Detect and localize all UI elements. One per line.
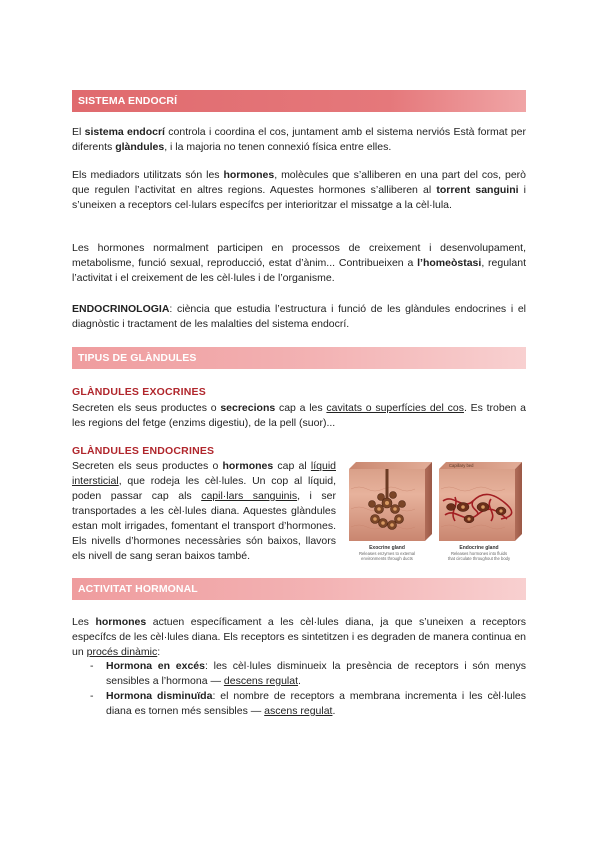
paragraph-mediadors: Els mediadors utilitzats són les hormones, molècules que s’alliberen en una part del cos, però que regulen l’activitat en altres regions. Aquestes hormones s’alliberen al torrent sanguini i s’uneixen a receptors cel·lulars específcs per interioritzar el missatge a la cèl·lula. <box>72 169 527 211</box>
endocrine-caption-title: Endocrine gland <box>459 545 499 551</box>
endocrine-gland-illustration <box>439 462 522 541</box>
capillary-bed-label: Capillary bed <box>449 463 474 468</box>
list-dash: - <box>90 690 94 702</box>
heading-glandules-endocrines: GLÀNDULES ENDOCRINES <box>72 445 215 457</box>
paragraph-endocrines: Secreten els seus productes o hormones cap al líquid intersticial, que rodeja les cèl·lules. Un cop al líquid, poden passar cap als capil·lars sanguinis, i ser transportades a les cèl·lules diana. Aquestes glàndules estan molt irrigades, fomentant el transport d’hormones. Els nivells d’hormones necessàries són baixos, llavors els nivell de sang seran baixos també. <box>72 460 337 562</box>
section-header-tipus-glandules: TIPUS DE GLÀNDULES <box>72 347 526 369</box>
section-header-sistema-endocri: SISTEMA ENDOCRÍ <box>72 90 526 112</box>
paragraph-intro: El sistema endocrí controla i coordina el cos, juntament amb el sistema nerviós Està format per diferents glàndules, i la majoria no tenen connexió física entre elles. <box>72 126 526 153</box>
endocrine-caption-line2: that circulate throughout the body <box>447 556 511 561</box>
list-dash: - <box>90 660 94 672</box>
paragraph-funcions: Les hormones normalment participen en processos de creixement i desenvolupament, metabolisme, funció sexual, reproducció, estat d’ànim... Contribueixen a l’homeòstasi, regulant l’activitat i el creixement de les cèl·lules i de l’organisme. <box>72 242 526 284</box>
gland-comparison-figure <box>345 459 527 575</box>
exocrine-caption-title: Exocrine gland <box>369 545 405 551</box>
section-header-activitat-hormonal: ACTIVITAT HORMONAL <box>72 578 526 600</box>
list-item-hormona-disminuida: - Hormona disminuïda: el nombre de receptors a membrana incrementa i les cèl·lules diana es tornen més sensibles — ascens regulat. <box>90 690 526 717</box>
endocrine-caption-line1: Releases hormones into fluids <box>450 551 508 556</box>
list-item-hormona-exces: - Hormona en excés: les cèl·lules disminueix la presència de receptors i són menys sensibles a l’hormona — descens regulat. <box>90 660 526 687</box>
heading-glandules-exocrines: GLÀNDULES EXOCRINES <box>72 386 206 398</box>
exocrine-gland-illustration <box>349 462 432 541</box>
regulation-list <box>72 659 526 719</box>
exocrine-caption-line1: Releases enzymes to external <box>358 551 416 556</box>
paragraph-endocrinologia: ENDOCRINOLOGIA: ciència que estudia l’estructura i funció de les glàndules endocrines i el diagnòstic i tractament de les malalties del sistema endocrí. <box>72 303 526 330</box>
exocrine-caption-line2: environments through ducts <box>361 556 413 561</box>
paragraph-exocrines: Secreten els seus productes o secrecions cap a les cavitats o superfícies del cos. Es troben a les regions del fetge (enzims digestiu), de la pell (suor)... <box>72 402 526 429</box>
paragraph-activitat: Les hormones actuen específicament a les cèl·lules diana, ja que s’uneixen a receptors específcs de les cèl·lules diana. Els receptors es sintetitzen i es degraden de manera continua en un procés dinàmic: <box>72 616 527 658</box>
